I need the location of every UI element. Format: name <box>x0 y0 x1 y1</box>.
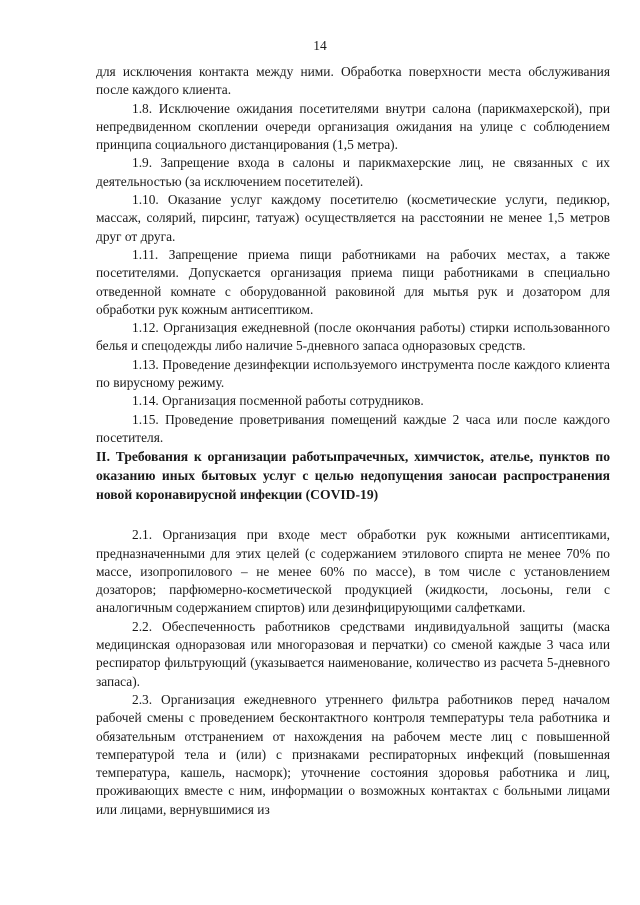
paragraph-2-3: 2.3. Организация ежедневного утреннего фильтра работников перед началом рабочей смены с проведением бесконтактного контроля температуры тела работника и обязательным отстранением от нахождения на рабочем месте лиц с повышенной температурой тела и (или) с признаками респираторных инфекций (повышенная температура, кашель, насморк); уточнение состояния здоровья работника и лиц, проживающих вместе с ним, информации о возможных контактах с больными лицами или лицами, вернувшимися из <box>96 691 610 817</box>
paragraph-2-2: 2.2. Обеспеченность работников средствами индивидуальной защиты (маска медицинская одноразовая или многоразовая и перчатки) со сменой каждые 3 часа или респиратор фильтрующий (указывается наименование, количество из расчета 5-дневного запаса). <box>96 618 610 689</box>
paragraph-2-1: 2.1. Организация при входе мест обработки рук кожными антисептиками, предназначенными для этих целей (с содержанием этилового спирта не менее 70% по массе, изопропилового – не менее 60% по массе), в том числе с установлением дозаторов; парфюмерно-косметической продукцией (жидкости, лосьоны, гели с аналогичным содержанием спиртов) или дезинфицирующими салфетками. <box>96 527 610 616</box>
paragraph-1-15: 1.15. Проведение проветривания помещений каждые 2 часа или после каждого посетителя. <box>96 411 610 445</box>
paragraph-1-11: 1.11. Запрещение приема пищи работниками на рабочих местах, а также посетителями. Допускается организация приема пищи работниками в специально отведенной комнате с оборудованной раковиной для мытья рук и дозатором для обработки рук кожным антисептиком. <box>96 246 610 317</box>
document-body <box>96 63 610 819</box>
paragraph-1-10: 1.10. Оказание услуг каждому посетителю (косметические услуги, педикюр, массаж, солярий, пирсинг, татуаж) осуществляется на расстоянии не менее 1,5 метров друг от друга. <box>96 192 610 244</box>
paragraph-1-12: 1.12. Организация ежедневной (после окончания работы) стирки использованного белья и спецодежды либо наличие 5-дневного запаса одноразовых средств. <box>96 320 610 354</box>
paragraph-continuation: для исключения контакта между ними. Обработка поверхности места обслуживания после каждого клиента. <box>96 64 610 98</box>
paragraph-1-8: 1.8. Исключение ожидания посетителями внутри салона (парикмахерской), при непредвиденном скоплении очереди организация ожидания на улице с соблюдением принципа социального дистанцирования (1,5 метра). <box>96 100 610 153</box>
paragraph-1-13: 1.13. Проведение дезинфекции используемого инструмента после каждого клиента по вирусному режиму. <box>96 356 610 391</box>
section-heading: II. Требования к организации работыпрачечных, химчисток, ателье, пунктов по оказанию иных бытовых услуг с целью недопущения заносаи распространения новой коронавирусной инфекции (COVID-19) <box>96 449 610 503</box>
page-number: 14 <box>313 38 327 53</box>
paragraph-1-14: 1.14. Организация посменной работы сотрудников. <box>132 393 424 409</box>
paragraph-1-9: 1.9. Запрещение входа в салоны и парикмахерские лиц, не связанных с их деятельностью (за исключением посетителей). <box>96 155 610 189</box>
